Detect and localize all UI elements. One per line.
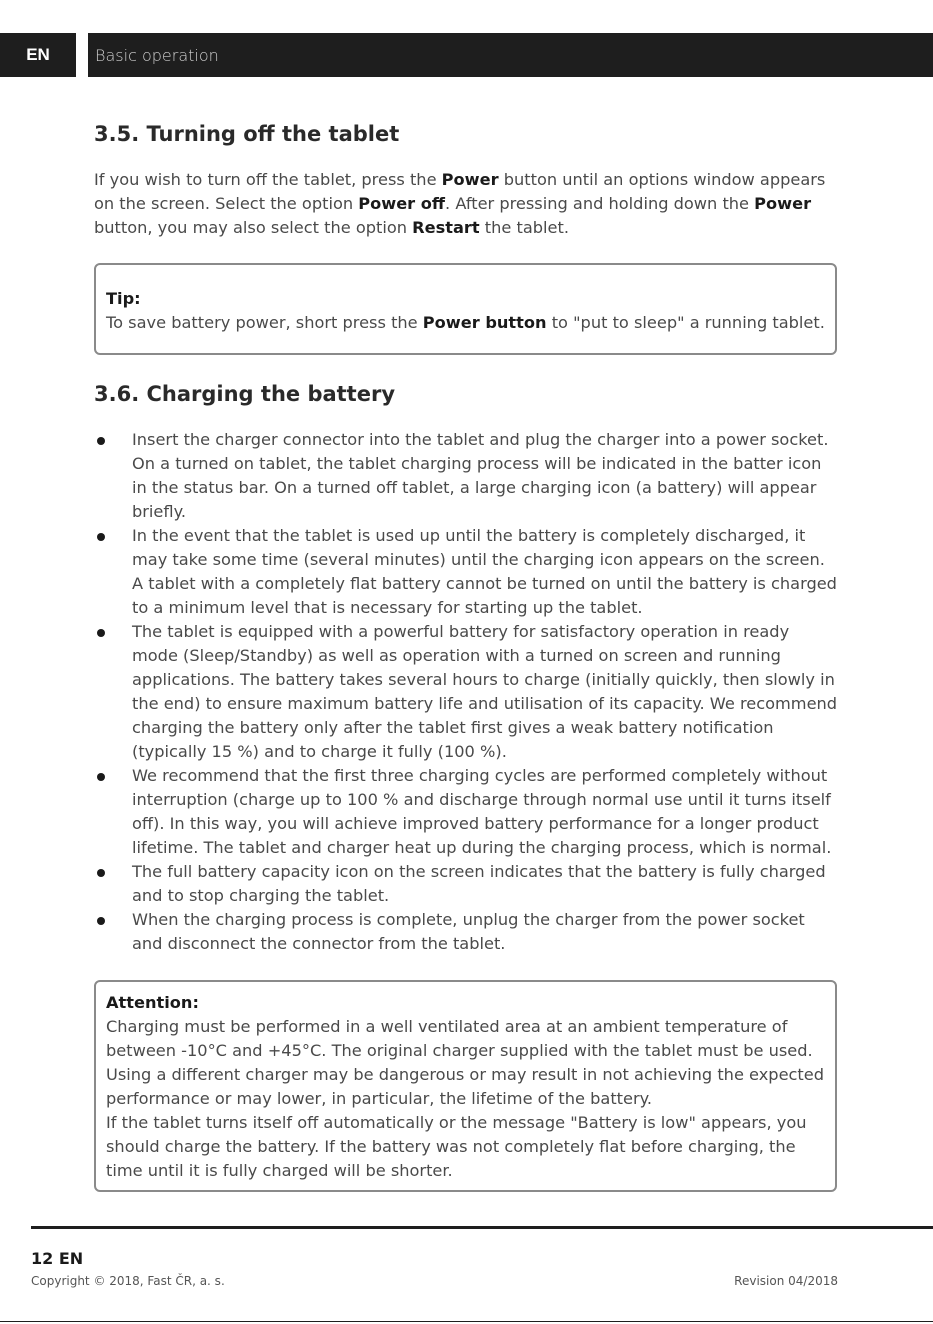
tip-text: To save battery power, short press the [106, 313, 423, 332]
turning-off-emphasis: Power [754, 194, 812, 213]
list-item: When the charging process is complete, unplug the charger from the power socket and disconnect the connector from the tablet. [94, 908, 839, 956]
bullet-icon [97, 533, 105, 541]
list-item: We recommend that the first three charging cycles are performed completely without interruption (charge up to 100 % and discharge through normal use until it turns itself off). In this way, you will achieve improved battery performance for a longer product lifetime. The tablet and charger heat up during the charging process, which is normal. [94, 764, 839, 860]
attention-box [94, 980, 837, 1192]
charging-bullet-list [94, 428, 839, 956]
turning-off-text: button until an options window appears on the screen. Select the option [94, 170, 826, 213]
tip-box [94, 263, 837, 355]
attention-text-2: If the tablet turns itself off automatically or the message "Battery is low" appears, you should charge the battery. If the battery was not completely flat before charging, the time until it is fully charged will be shorter. [106, 1113, 807, 1180]
bullet-icon [97, 869, 105, 877]
header-divider [76, 33, 88, 77]
turning-off-emphasis: Power off [358, 194, 446, 213]
turning-off-text: If you wish to turn off the tablet, press the [94, 170, 442, 189]
language-label: EN [26, 45, 50, 64]
tip-text: to "put to sleep" a running tablet. [546, 313, 825, 332]
section-label: Basic operation [95, 45, 219, 65]
tip-title: Tip: [106, 289, 141, 308]
turning-off-text: button, you may also select the option [94, 218, 413, 237]
list-item: In the event that the tablet is used up until the battery is completely discharged, it may take some time (several minutes) until the charging icon appears on the screen. A tablet with a completely flat battery cannot be turned on until the battery is charged to a minimum level that is necessary for starting up the tablet. [94, 524, 839, 620]
bullet-icon [97, 629, 105, 637]
list-item: Insert the charger connector into the tablet and plug the charger into a power socket. On a turned on tablet, the tablet charging process will be indicated in the batter icon in the status bar. On a turned off tablet, a large charging icon (a battery) will appear briefly. [94, 428, 839, 524]
turning-off-emphasis: Power [441, 170, 499, 189]
tip-emphasis: Power button [422, 313, 547, 332]
bullet-icon [97, 773, 105, 781]
attention-title: Attention: [106, 993, 199, 1012]
list-item: The full battery capacity icon on the screen indicates that the battery is fully charged and to stop charging the tablet. [94, 860, 839, 908]
section-heading-charging: 3.6. Charging the battery [94, 382, 396, 406]
bullet-icon [97, 917, 105, 925]
attention-text: Charging must be performed in a well ventilated area at an ambient temperature of between -10°C and +45°C. The original charger supplied with the tablet must be used. Using a different charger may be dangerous or may result in not achieving the expected performance or may lower, in particular, the lifetime of the battery. [106, 1017, 825, 1108]
bottom-divider [0, 1321, 933, 1322]
footer-divider [31, 1226, 933, 1229]
tip-text [106, 311, 825, 335]
turning-off-emphasis: Restart [412, 218, 480, 237]
turning-off-text: the tablet. [479, 218, 569, 237]
page-number: 12 EN [31, 1249, 84, 1268]
revision-label: Revision 04/2018 [734, 1274, 838, 1288]
list-item: The tablet is equipped with a powerful battery for satisfactory operation in ready mode (Sleep/Standby) as well as operation with a turned on screen and running applications. The battery takes several hours to charge (initially quickly, then slowly in the end) to ensure maximum battery life and utilisation of its capacity. We recommend charging the battery only after the tablet first gives a weak battery notification (typically 15 %) and to charge it fully (100 %). [94, 620, 839, 764]
section-heading-turning-off: 3.5. Turning off the tablet [94, 122, 400, 146]
copyright-notice: Copyright © 2018, Fast ČR, a. s. [31, 1274, 225, 1288]
turning-off-paragraph [94, 168, 834, 240]
turning-off-text: . After pressing and holding down the [445, 194, 755, 213]
page-header [0, 33, 933, 77]
bullet-icon [97, 437, 105, 445]
